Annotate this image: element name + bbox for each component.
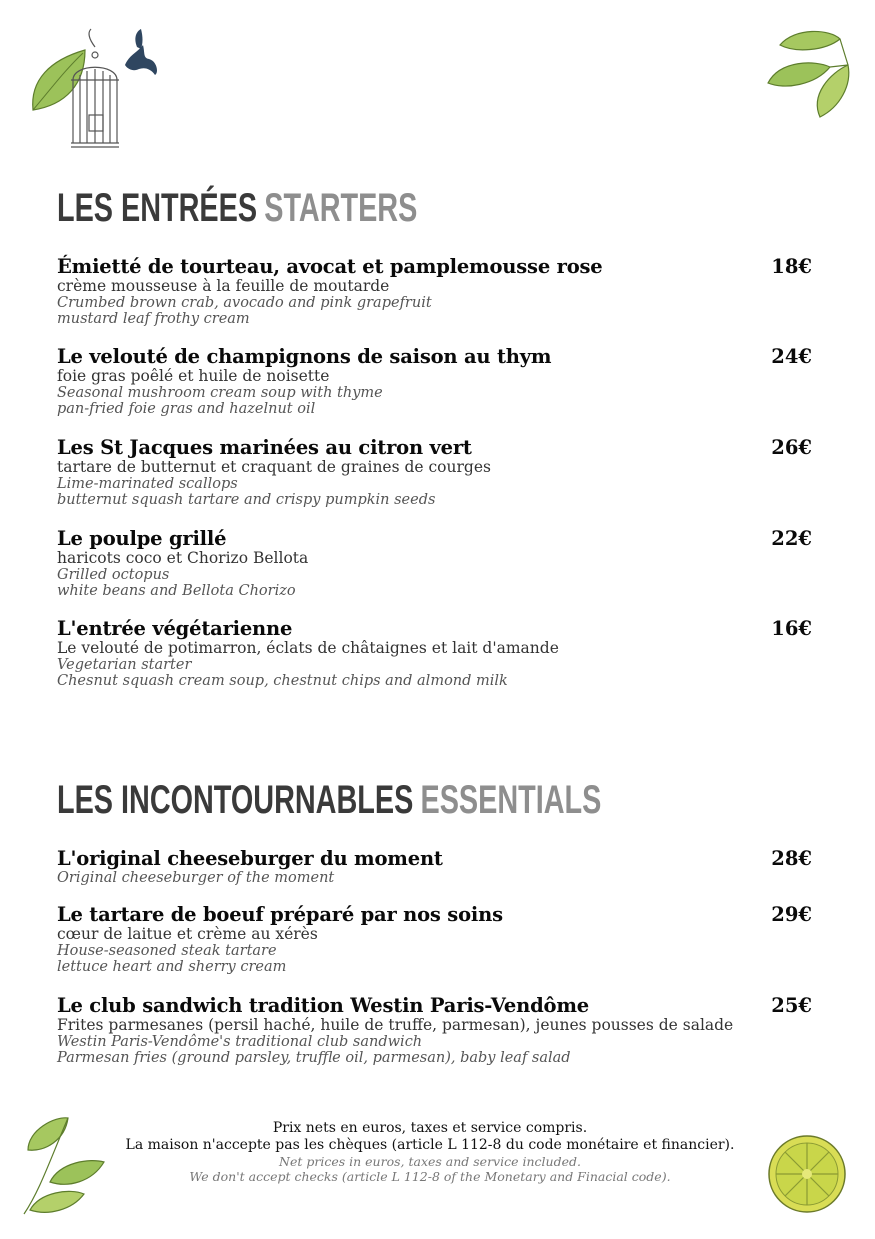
lemon-illustration — [765, 1132, 850, 1217]
footer-checks-en: We don't accept checks (article L 112-8 of the Monetary and Finacial code). — [189, 1169, 671, 1184]
section-title-fr: LES ENTRÉES — [57, 186, 258, 230]
dish-description: Frites parmesanes (persil haché, huile de truffe, parmesan), jeunes pousses de salade — [57, 1016, 734, 1034]
dish-english-name: Seasonal mushroom cream soup with thyme — [57, 385, 383, 401]
menu-item — [57, 904, 817, 975]
dish-english-description: white beans and Bellota Chorizo — [57, 583, 296, 599]
dish-description: cœur de laitue et crème au xérès — [57, 925, 318, 943]
dish-price: 28€ — [771, 847, 812, 870]
leaves-icon — [768, 31, 849, 117]
menu-item — [57, 995, 817, 1066]
dish-english-description: lettuce heart and sherry cream — [57, 959, 287, 975]
dish-english-name: Westin Paris-Vendôme's traditional club sandwich — [57, 1034, 423, 1050]
menu-item — [57, 437, 817, 508]
dish-name: Les St Jacques marinées au citron vert — [57, 436, 472, 459]
dish-price: 25€ — [771, 994, 812, 1017]
leaves-illustration-bottom-left — [20, 1110, 110, 1220]
dish-description: crème mousseuse à la feuille de moutarde — [57, 277, 390, 295]
dish-english-name: Original cheeseburger of the moment — [57, 870, 335, 886]
leaves-illustration-top-right — [760, 25, 855, 125]
birdcage-illustration — [25, 25, 165, 155]
footer-prices-fr: Prix nets en euros, taxes et service compris. — [272, 1120, 588, 1136]
dish-name: L'original cheeseburger du moment — [57, 847, 443, 870]
dish-name: Le velouté de champignons de saison au thym — [57, 345, 552, 368]
birdcage-icon — [71, 29, 119, 147]
dish-english-description: mustard leaf frothy cream — [57, 311, 250, 327]
dish-name: L'entrée végétarienne — [57, 617, 293, 640]
leaves-icon — [24, 1118, 104, 1214]
section-title-en: ESSENTIALS — [420, 778, 602, 822]
menu-item — [57, 256, 817, 327]
menu-item — [57, 618, 817, 689]
dish-name: Le tartare de boeuf préparé par nos soins — [57, 903, 503, 926]
dish-description: Le velouté de potimarron, éclats de châtaignes et lait d'amande — [57, 639, 559, 657]
dish-english-name: House-seasoned steak tartare — [57, 943, 277, 959]
dish-price: 24€ — [771, 345, 812, 368]
dish-english-name: Grilled octopus — [57, 567, 170, 583]
dish-description: tartare de butternut et craquant de graines de courges — [57, 458, 491, 476]
dish-price: 16€ — [771, 617, 812, 640]
footer-checks-fr: La maison n'accepte pas les chèques (article L 112-8 du code monétaire et financier). — [125, 1137, 735, 1153]
section-title-en: STARTERS — [264, 186, 418, 230]
menu-item — [57, 848, 817, 886]
footer-prices-en: Net prices in euros, taxes and service included. — [279, 1154, 581, 1169]
dish-english-description: Chesnut squash cream soup, chestnut chips and almond milk — [57, 673, 508, 689]
dish-english-description: butternut squash tartare and crispy pumpkin seeds — [57, 492, 436, 508]
menu-item — [57, 528, 817, 599]
section-title-fr: LES INCONTOURNABLES — [57, 778, 414, 822]
dish-price: 22€ — [771, 527, 812, 550]
dish-name: Le club sandwich tradition Westin Paris-Vendôme — [57, 994, 589, 1017]
dish-name: Émietté de tourteau, avocat et pamplemousse rose — [57, 255, 603, 278]
dish-english-name: Crumbed brown crab, avocado and pink grapefruit — [57, 295, 432, 311]
section-title-starters — [57, 188, 417, 228]
dish-english-name: Vegetarian starter — [57, 657, 192, 673]
dish-description: haricots coco et Chorizo Bellota — [57, 549, 309, 567]
footer-notice — [120, 1120, 740, 1184]
dish-english-description: Parmesan fries (ground parsley, truffle oil, parmesan), baby leaf salad — [57, 1050, 571, 1066]
dish-price: 26€ — [771, 436, 812, 459]
dish-price: 18€ — [771, 255, 812, 278]
dish-english-description: pan-fried foie gras and hazelnut oil — [57, 401, 316, 417]
dish-price: 29€ — [771, 903, 812, 926]
dish-name: Le poulpe grillé — [57, 527, 227, 550]
bird-icon — [125, 29, 157, 75]
menu-item — [57, 346, 817, 417]
dish-english-name: Lime-marinated scallops — [57, 476, 238, 492]
section-title-essentials — [57, 780, 601, 820]
lemon-slice-icon — [769, 1136, 845, 1212]
dish-description: foie gras poêlé et huile de noisette — [57, 367, 330, 385]
